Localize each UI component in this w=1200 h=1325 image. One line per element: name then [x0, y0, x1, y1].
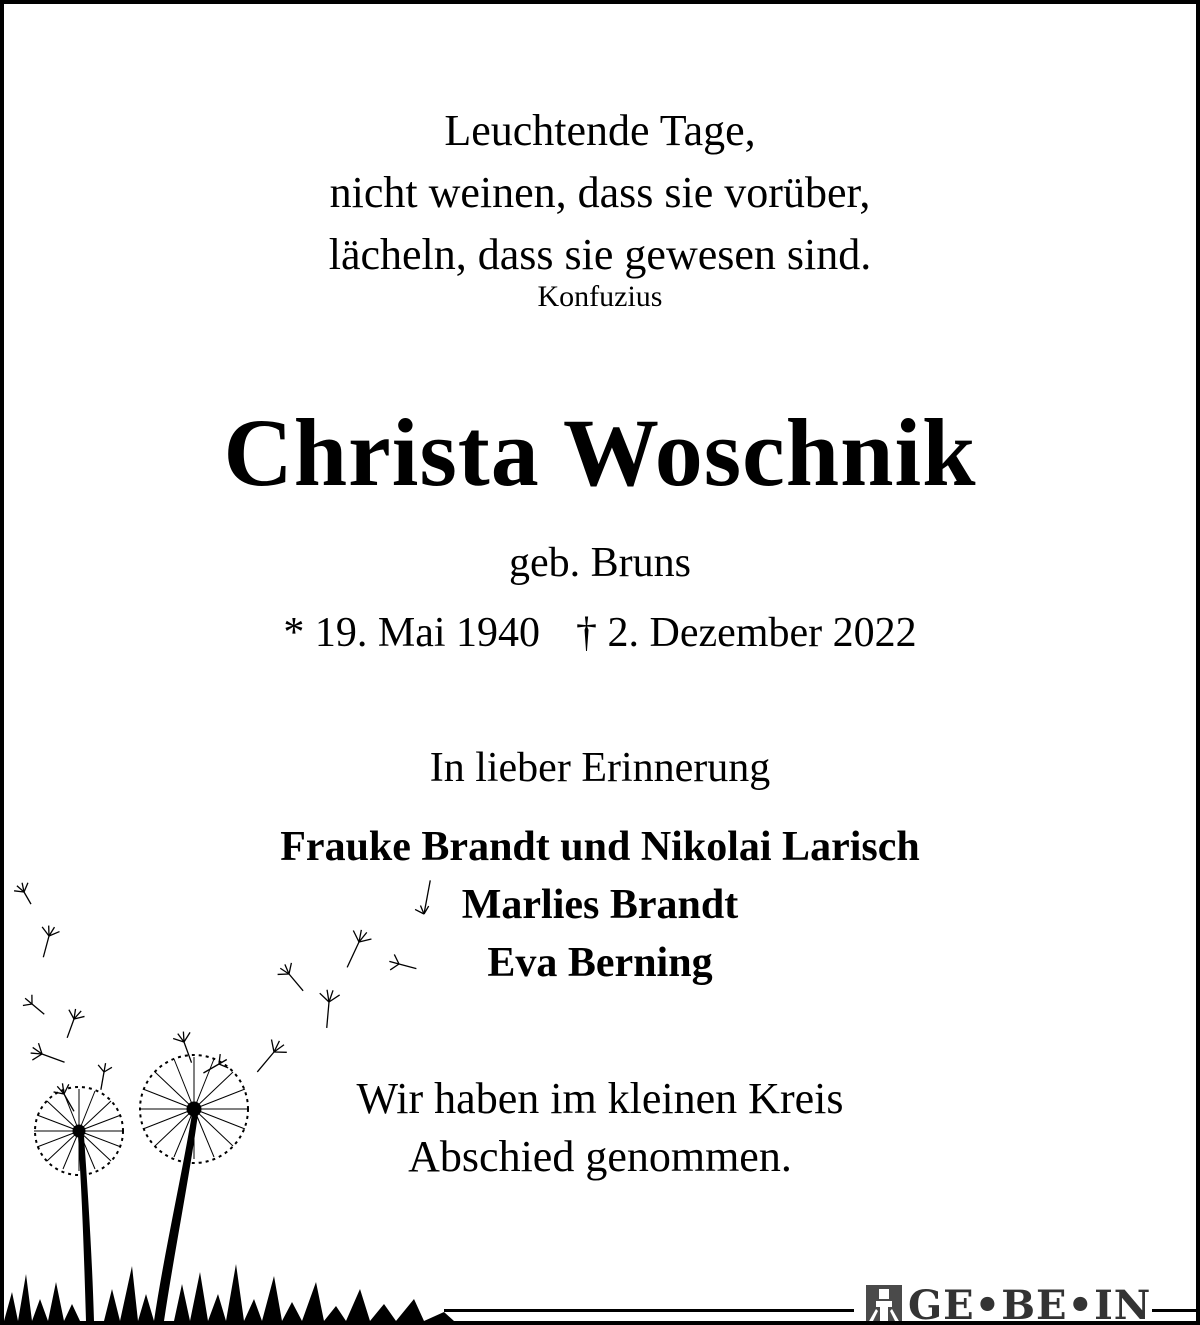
gebein-logo-text: GE•BE•IN	[908, 1281, 1152, 1325]
birth-date: * 19. Mai 1940	[283, 610, 541, 656]
death-date: † 2. Dezember 2022	[576, 610, 917, 656]
life-dates	[4, 609, 1196, 657]
closing-line-2: Abschied genommen.	[408, 1132, 792, 1181]
quote-line-3: lächeln, dass sie gewesen sind.	[328, 230, 872, 279]
birth-name: geb. Bruns	[509, 540, 691, 586]
mourner-3: Eva Berning	[487, 940, 713, 986]
mourner-1: Frauke Brandt und Nikolai Larisch	[280, 824, 920, 870]
dandelion-illustration	[4, 874, 464, 1321]
quote-line-2: nicht weinen, dass sie vorüber,	[329, 168, 871, 217]
remembrance-line: In lieber Erinnerung	[429, 745, 771, 791]
footer-rule-left	[444, 1309, 854, 1312]
gebein-logo-icon	[866, 1285, 902, 1325]
gebein-logo	[866, 1282, 1151, 1325]
deceased-name: Christa Woschnik	[223, 399, 977, 506]
mourner-2: Marlies Brandt	[461, 882, 739, 928]
quote-line-1: Leuchtende Tage,	[444, 106, 756, 155]
quote-author: Konfuzius	[537, 280, 663, 313]
footer-rule-right	[1152, 1309, 1200, 1312]
closing-line-1: Wir haben im kleinen Kreis	[356, 1074, 844, 1123]
